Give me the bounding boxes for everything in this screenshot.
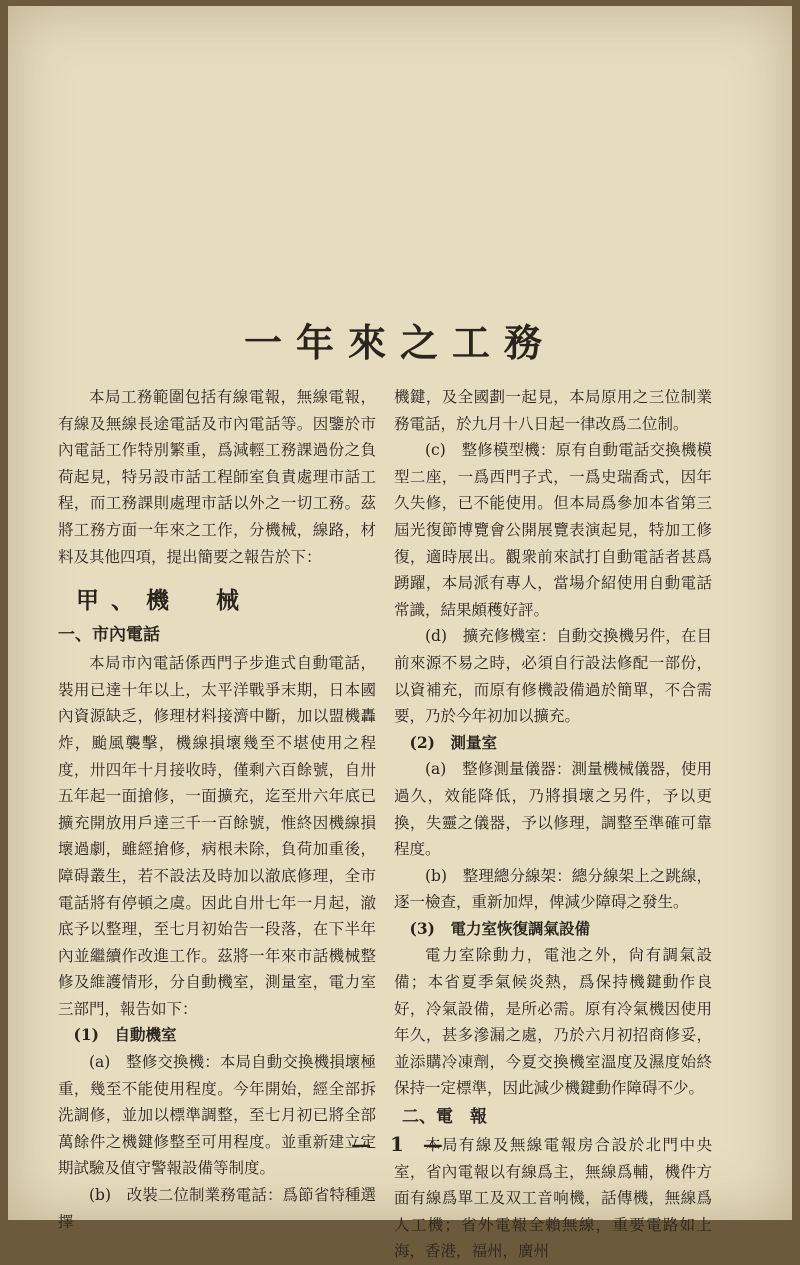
paragraph-local-telephone: 本局市內電話係西門子步進式自動電話，裝用已達十年以上，太平洋戰爭末期，日本國內資源缺乏，修理材料接濟中斷，加以盟機轟炸，颱風襲擊，機線損壞幾至不堪使用之程度，卅四年十月接收時，僅剩六百餘號，自卅五年起一面搶修，一面擴充，迄至卅六年底已擴充開放用戶達三千一百餘號，惟終因機線損壞過劇，雖經搶修，病根未除，負荷加重後，障碍叢生，若不設法及時加以澈底修理，全市電話將有停頓之虞。因此自卅七年一月起，澈底予以整理，至七月初始告一段落，在下半年內並繼續作改進工作。茲將一年來市話機械整修及維護情形，分自動機室，測量室，電力室三部門，報告如下： (58, 654, 376, 1018)
subsection-heading-telegraph: 二、電 報 (402, 1107, 487, 1128)
paragraph-item-d: (d) 擴充修機室：自動交換機另件，在目前來源不易之時，必須自行設法修配一部份，以資補充，而原有修機設備過於簡單，不合需要，乃於今年初加以擴充。 (394, 627, 712, 726)
paragraph-item-2a: (a) 整修測量儀器：測量機械儀器，使用過久，效能降低，乃將損壞之另件，予以更換，失靈之儀器，予以修理，調整至準確可靠程度。 (394, 760, 712, 859)
item-heading-power-room: (3) 電力室恢復調氣設備 (409, 918, 590, 938)
page-number: — 1 — (351, 1132, 449, 1156)
section-heading-machinery: 甲、機 械 (76, 588, 251, 615)
intro-paragraph: 本局工務範圍包括有線電報，無線電報，有線及無線長途電話及市內電話等。因鑒於市內電話工作特別繁重，爲減輕工務課過份之負荷起見，特另設市話工程師室負責處理市話工程，而工務課則處理市話以外之一切工務。茲將工務方面一年來之工作，分機械，線路，材料及其他四項，提出簡要之報告於下： (58, 388, 376, 566)
paragraph-item-b: (b) 改裝二位制業務電話：爲節省特種選擇 (58, 1186, 376, 1231)
paragraph-item-3: 電力室除動力，電池之外，尙有調氣設備；本省夏季氣候炎熱，爲保持機鍵動作良好，冷氣設備，是所必需。原有冷氣機因使用年久，甚多滲漏之處，乃於六月初招商修妥，並添購冷凍劑，今夏交換機室溫度及濕度始終保持一定標準，因此減少機鍵動作障碍不少。 (394, 946, 712, 1098)
left-column (58, 384, 376, 1235)
paragraph-item-b-continued: 機鍵，及全國劃一起見，本局原用之三位制業務電話，於九月十八日起一律改爲二位制。 (394, 388, 712, 433)
item-heading-measurement-room: (2) 測量室 (409, 732, 497, 752)
document-page (8, 6, 792, 1261)
page-title: 一年來之工務 (243, 321, 556, 365)
paragraph-item-a: (a) 整修交換機：本局自動交換機損壞極重，幾至不能使用程度。今年開始，經全部拆洗調修，並加以標準調整，至七月初已將全部萬餘件之機鍵修整至可用程度。並重新建立定期試驗及值守警報設備等制度。 (58, 1053, 376, 1178)
paragraph-item-c: (c) 整修模型機：原有自動電話交換機模型二座，一爲西門子式，一爲史瑞喬式，因年久失修，已不能使用。但本局爲參加本省第三屆光復節博覽會公開展覽表演起見，特加工修復，適時展出。觀衆前來試打自動電話者甚爲踴躍，本局派有專人，當場介紹使用自動電話常識，結果頗穫好評。 (394, 441, 712, 619)
subsection-heading-local-telephone: 一、市內電話 (58, 625, 160, 646)
paragraph-telegraph: 本局有線及無線電報房合設於北門中央室，省內電報以有線爲主，無線爲輔，機件方面有線爲單工及双工音响機，話傳機，無線爲人工機；省外電報全賴無線，重要電路如上海，香港，福州，廣州 (394, 1136, 712, 1261)
item-heading-automatic-room: (1) 自動機室 (73, 1025, 177, 1045)
paragraph-item-2b: (b) 整理總分線架：總分線架上之跳線，逐一檢查，重新加焊，俾減少障碍之發生。 (394, 866, 712, 912)
